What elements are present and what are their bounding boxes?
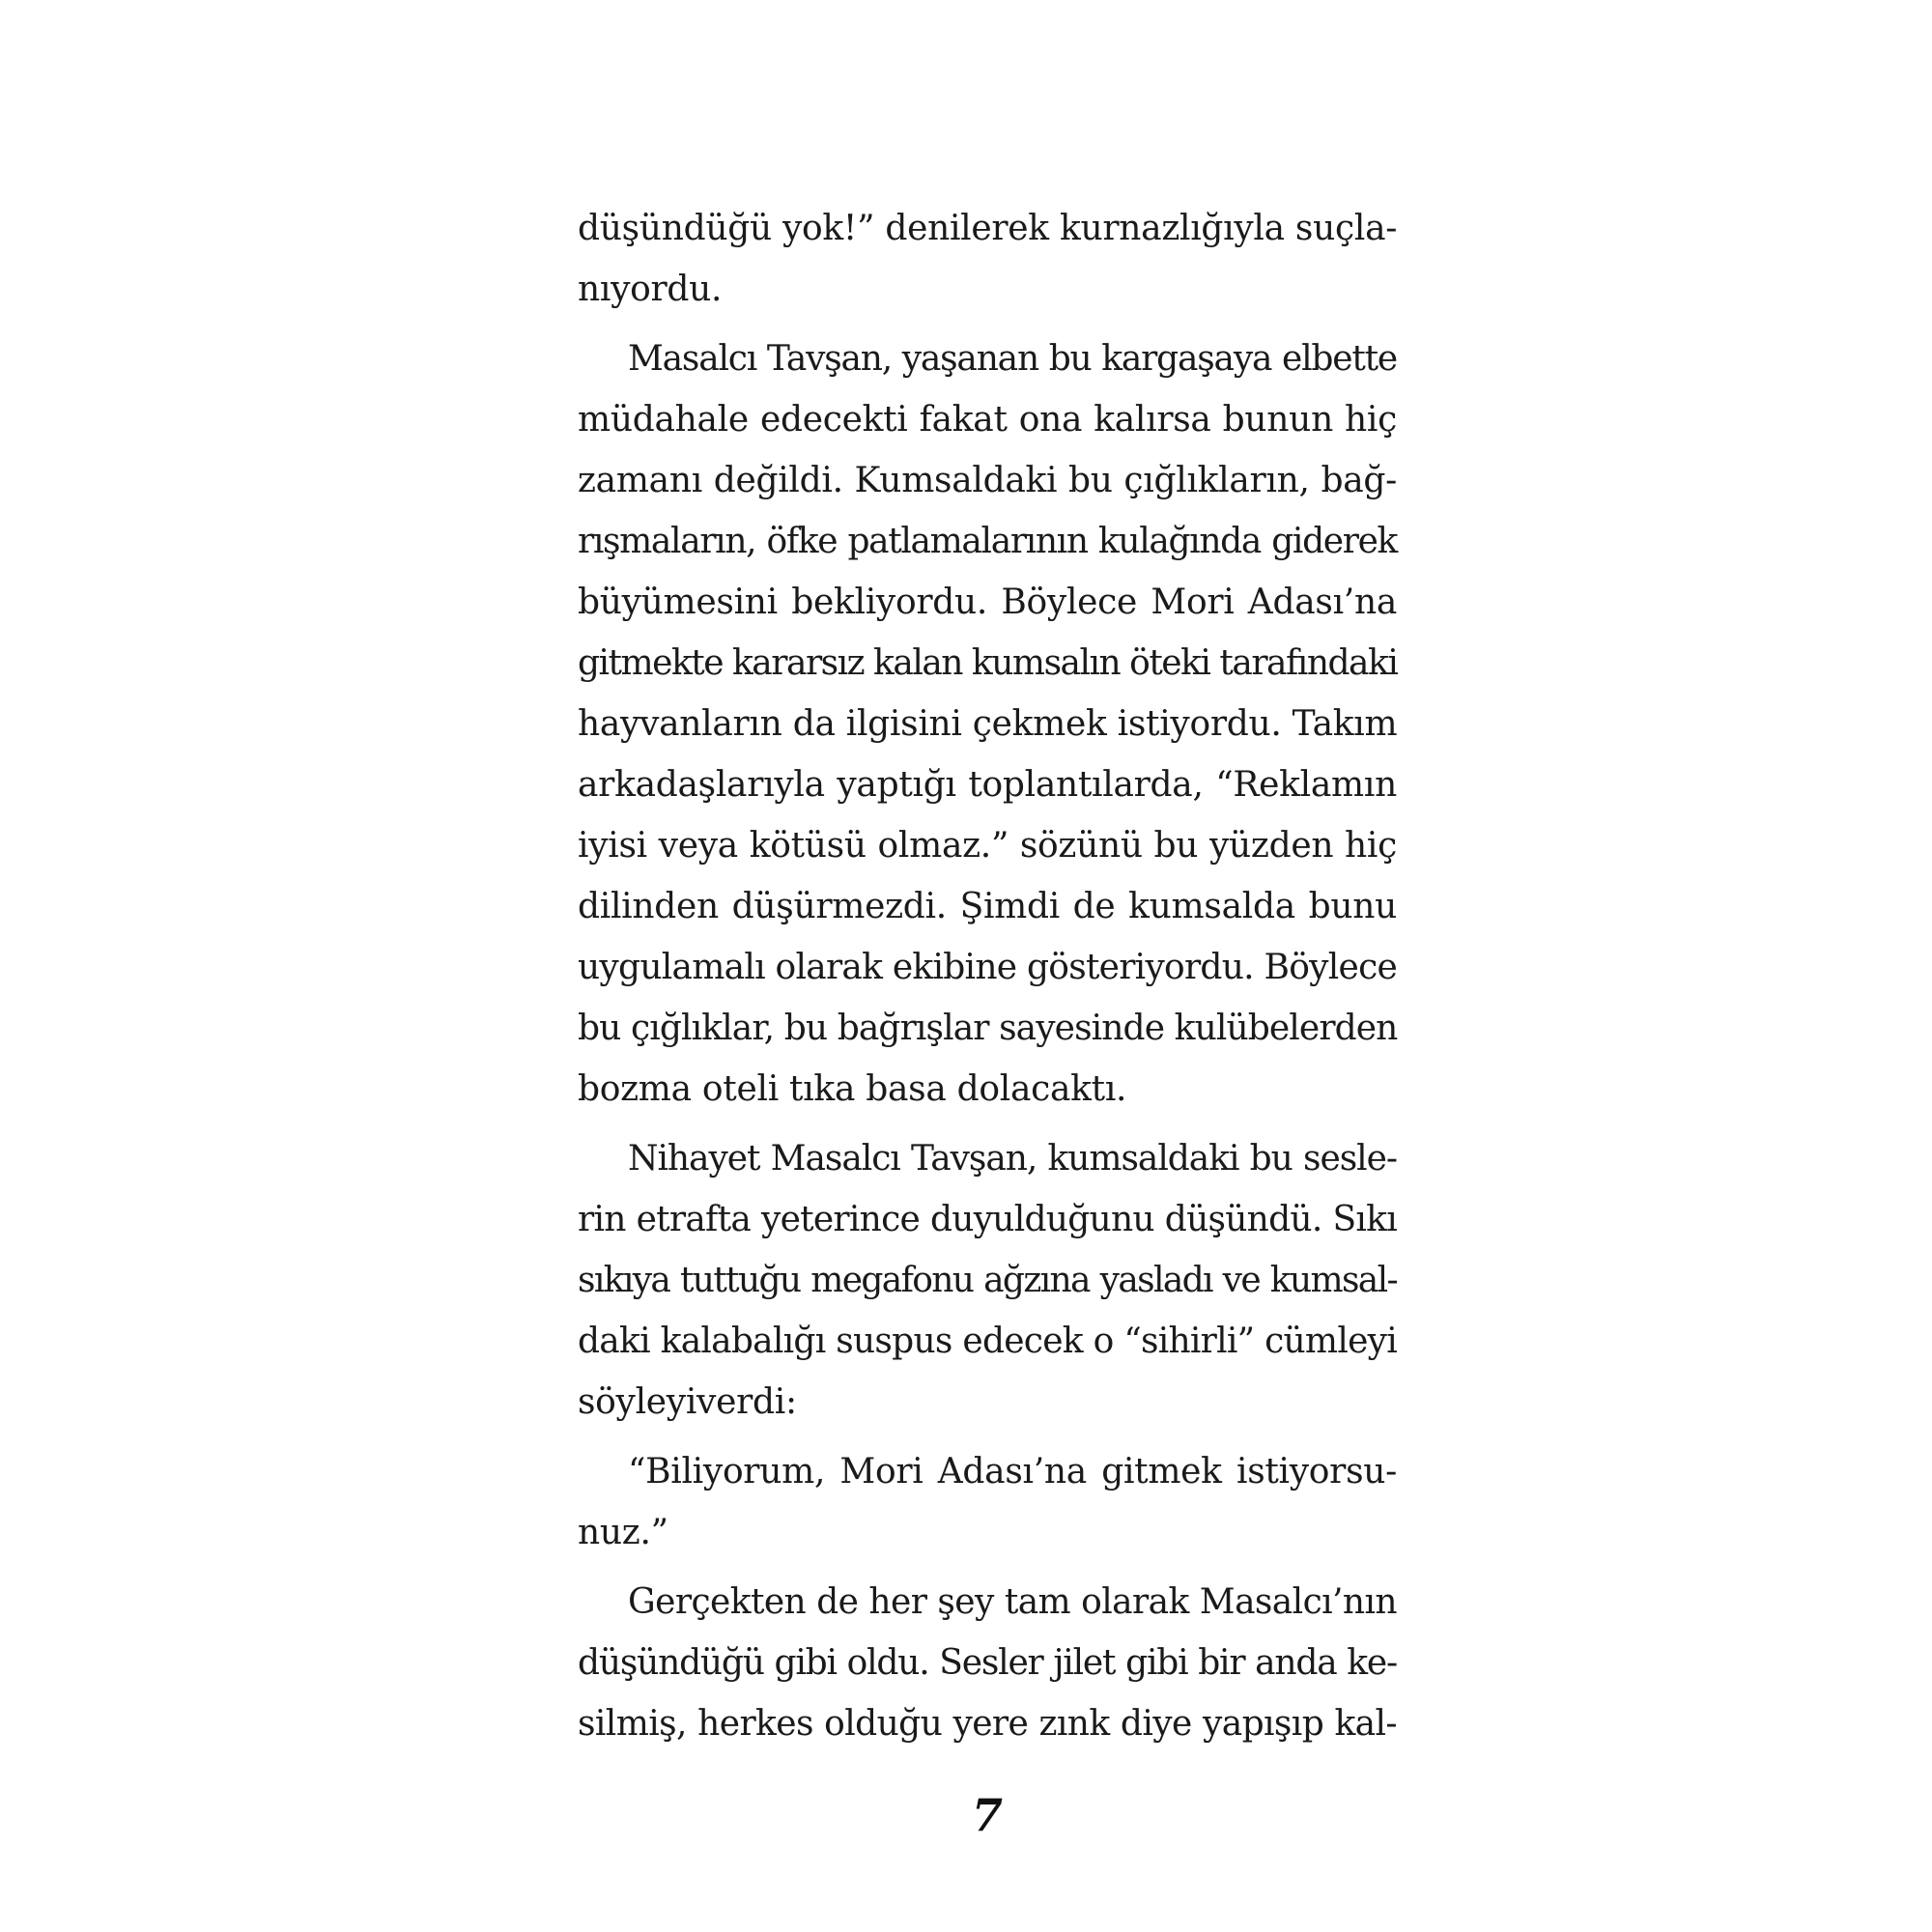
text-line: rin etrafta yeterince duyulduğunu düşündü. Sıkı — [578, 1200, 1397, 1239]
text-line: hayvanların da ilgisini çekmek istiyordu. Takım — [578, 704, 1398, 744]
paragraph-gap — [578, 1563, 1397, 1572]
text-line: nuz.” — [578, 1513, 668, 1552]
text-line: düşündüğü yok!” denilerek kurnazlığıyla suçla- — [578, 209, 1398, 248]
text-line: bozma oteli tıka basa dolacaktı. — [578, 1069, 1127, 1109]
text-line: büyümesini bekliyordu. Böylece Mori Adası’na — [578, 582, 1397, 622]
text-line: söyleyiverdi: — [578, 1382, 797, 1422]
paragraph — [578, 198, 1397, 320]
text-line: gitmekte kararsız kalan kumsalın öteki tarafındaki — [578, 643, 1398, 683]
text-line: sıkıya tuttuğu megafonu ağzına yasladı ve kumsal- — [578, 1261, 1397, 1300]
paragraph — [578, 1128, 1397, 1433]
text-line: zamanı değildi. Kumsaldaki bu çığlıkların, bağ- — [578, 461, 1397, 500]
paragraph-gap — [578, 1433, 1397, 1441]
paragraph — [578, 1441, 1397, 1563]
text-line: müdahale edecekti fakat ona kalırsa bunun hiç — [578, 400, 1397, 440]
text-line: iyisi veya kötüsü olmaz.” sözünü bu yüzden hiç — [578, 826, 1397, 866]
text-line: daki kalabalığı suspus edecek o “sihirli” cümleyi — [578, 1321, 1397, 1361]
text-line: dilinden düşürmezdi. Şimdi de kumsalda bunu — [578, 887, 1397, 926]
page-number: 7 — [971, 1789, 1003, 1841]
text-line: “Biliyorum, Mori Adası’na gitmek istiyorsu- — [628, 1452, 1397, 1492]
paragraph — [578, 1572, 1397, 1754]
text-line: nıyordu. — [578, 270, 723, 309]
paragraph-gap — [578, 1120, 1397, 1128]
text-line: Masalcı Tavşan, yaşanan bu kargaşaya elbette — [628, 339, 1397, 379]
text-line: Gerçekten de her şey tam olarak Masalcı’nın — [628, 1582, 1397, 1622]
paragraph — [578, 328, 1397, 1120]
body-text — [578, 198, 1397, 1754]
text-line: Nihayet Masalcı Tavşan, kumsaldaki bu sesle- — [628, 1139, 1397, 1179]
paragraph-gap — [578, 320, 1397, 328]
text-line: uygulamalı olarak ekibine gösteriyordu. Böylece — [578, 948, 1398, 987]
text-line: düşündüğü gibi oldu. Sesler jilet gibi bir anda ke- — [578, 1643, 1397, 1683]
text-line: bu çığlıklar, bu bağrışlar sayesinde kulübelerden — [578, 1009, 1398, 1048]
text-line: arkadaşlarıyla yaptığı toplantılarda, “Reklamın — [578, 765, 1397, 805]
text-line: silmiş, herkes olduğu yere zınk diye yapışıp kal- — [578, 1704, 1397, 1744]
text-line: rışmaların, öfke patlamalarının kulağında giderek — [578, 522, 1397, 561]
